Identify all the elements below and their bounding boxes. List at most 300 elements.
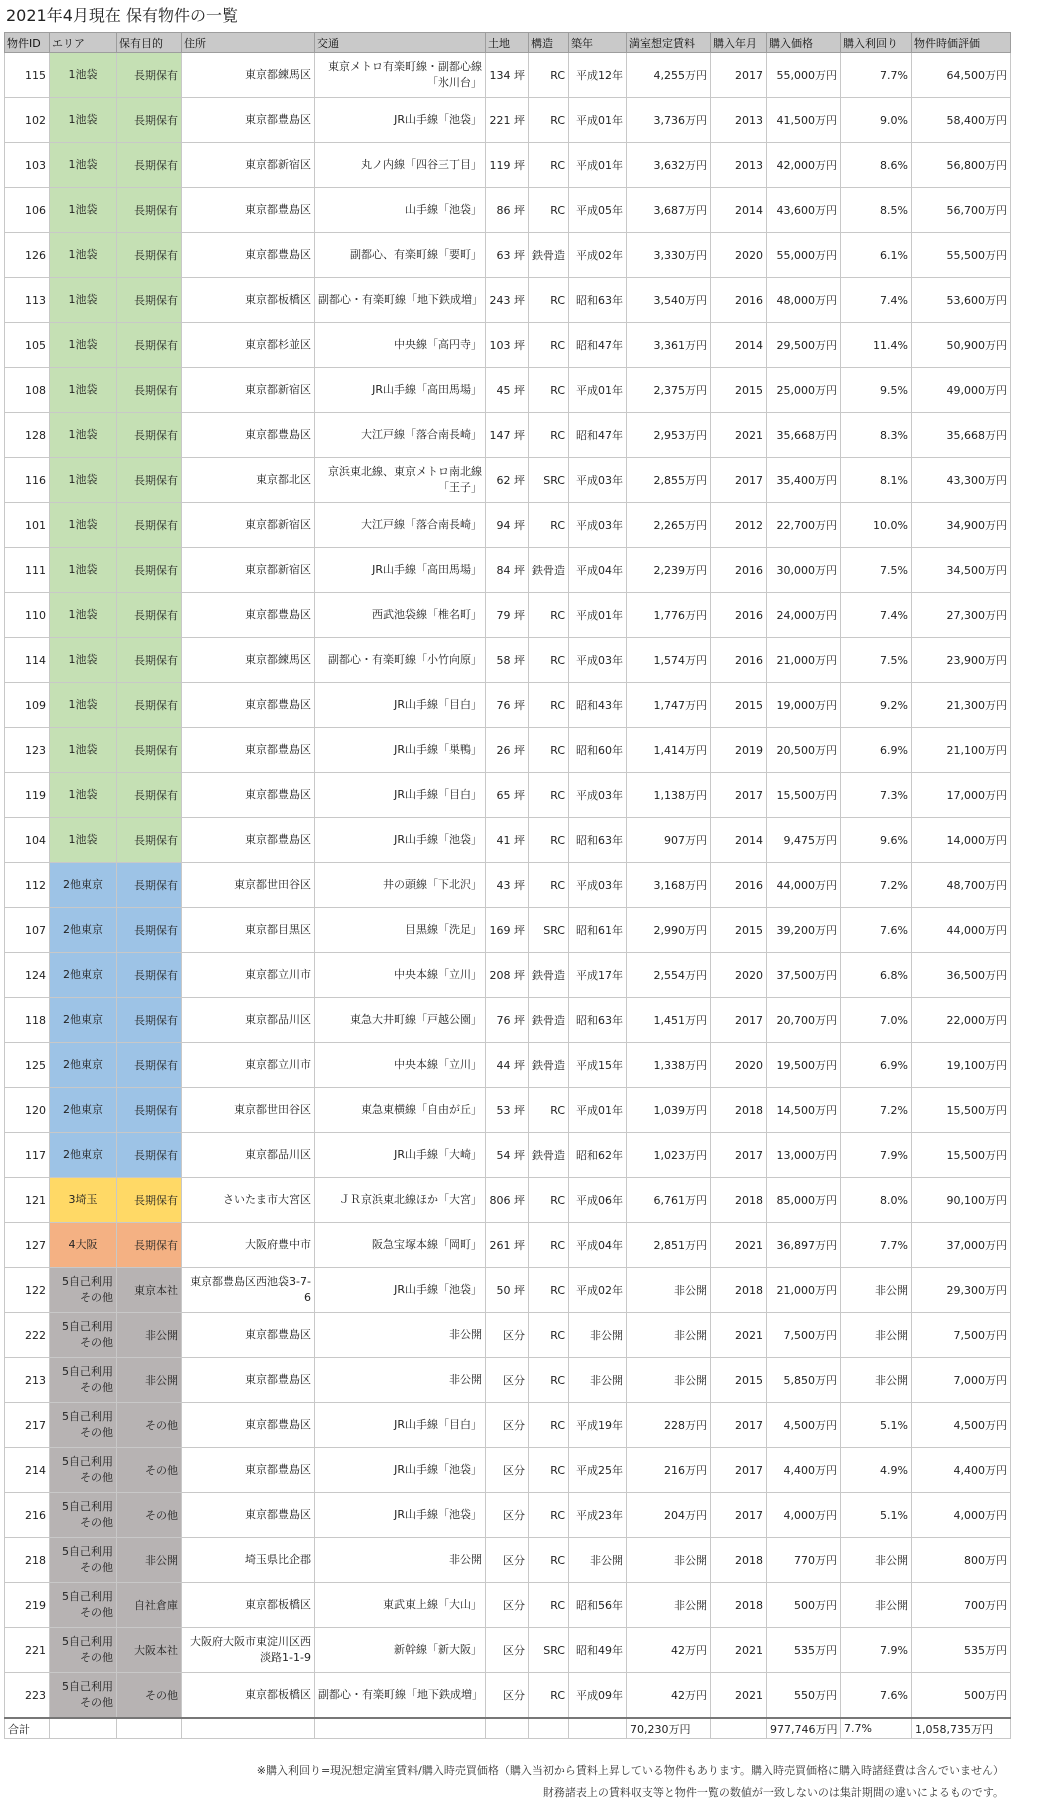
cell-structure[interactable]: SRC: [529, 1628, 569, 1673]
cell-area[interactable]: 2他東京: [50, 1043, 117, 1088]
cell-price[interactable]: 4,000万円: [767, 1493, 841, 1538]
cell-year[interactable]: 2014: [711, 818, 767, 863]
cell-price[interactable]: 39,200万円: [767, 908, 841, 953]
cell-structure[interactable]: RC: [529, 1493, 569, 1538]
cell-rent[interactable]: 非公開: [627, 1583, 711, 1628]
cell-purpose[interactable]: 東京本社: [117, 1268, 182, 1313]
total-rent-cell[interactable]: 70,230万円: [627, 1718, 711, 1739]
cell-purpose[interactable]: 長期保有: [117, 683, 182, 728]
cell-year[interactable]: 2021: [711, 413, 767, 458]
cell-value[interactable]: 90,100万円: [912, 1178, 1011, 1223]
cell-area[interactable]: 5自己利用その他: [50, 1583, 117, 1628]
cell-transit[interactable]: JR山手線「高田馬場」: [315, 548, 486, 593]
cell-price[interactable]: 15,500万円: [767, 773, 841, 818]
cell-property-id[interactable]: 117: [5, 1133, 50, 1178]
cell-property-id[interactable]: 104: [5, 818, 50, 863]
cell-rent[interactable]: 3,540万円: [627, 278, 711, 323]
cell-area[interactable]: 1池袋: [50, 278, 117, 323]
total-empty-cell[interactable]: [50, 1718, 117, 1739]
cell-structure[interactable]: RC: [529, 1313, 569, 1358]
cell-yield[interactable]: 非公開: [841, 1358, 912, 1403]
cell-value[interactable]: 14,000万円: [912, 818, 1011, 863]
cell-purpose[interactable]: 非公開: [117, 1358, 182, 1403]
cell-yield[interactable]: 7.4%: [841, 593, 912, 638]
cell-property-id[interactable]: 119: [5, 773, 50, 818]
cell-transit[interactable]: 副都心・有楽町線「地下鉄成増」: [315, 278, 486, 323]
cell-rent[interactable]: 2,953万円: [627, 413, 711, 458]
cell-rent[interactable]: 228万円: [627, 1403, 711, 1448]
cell-rent[interactable]: 1,138万円: [627, 773, 711, 818]
col-header-purpose[interactable]: 保有目的: [117, 33, 182, 53]
cell-built[interactable]: 昭和49年: [569, 1628, 627, 1673]
cell-purpose[interactable]: 長期保有: [117, 1043, 182, 1088]
cell-value[interactable]: 35,668万円: [912, 413, 1011, 458]
cell-price[interactable]: 20,700万円: [767, 998, 841, 1043]
cell-year[interactable]: 2017: [711, 998, 767, 1043]
cell-address[interactable]: 東京都杉並区: [182, 323, 315, 368]
cell-year[interactable]: 2017: [711, 1403, 767, 1448]
cell-built[interactable]: 平成01年: [569, 98, 627, 143]
cell-property-id[interactable]: 128: [5, 413, 50, 458]
cell-transit[interactable]: 東急東横線「自由が丘」: [315, 1088, 486, 1133]
cell-transit[interactable]: JR山手線「目白」: [315, 1403, 486, 1448]
total-empty-cell[interactable]: [529, 1718, 569, 1739]
cell-built[interactable]: 平成04年: [569, 1223, 627, 1268]
cell-yield[interactable]: 8.6%: [841, 143, 912, 188]
cell-transit[interactable]: 副都心、有楽町線「要町」: [315, 233, 486, 278]
cell-land[interactable]: 62 坪: [486, 458, 529, 503]
cell-transit[interactable]: JR山手線「目白」: [315, 773, 486, 818]
cell-year[interactable]: 2014: [711, 323, 767, 368]
cell-area[interactable]: 1池袋: [50, 503, 117, 548]
cell-area[interactable]: 2他東京: [50, 1133, 117, 1178]
cell-area[interactable]: 1池袋: [50, 233, 117, 278]
cell-land[interactable]: 44 坪: [486, 1043, 529, 1088]
cell-transit[interactable]: JR山手線「池袋」: [315, 1448, 486, 1493]
cell-built[interactable]: 平成04年: [569, 548, 627, 593]
cell-address[interactable]: 東京都品川区: [182, 998, 315, 1043]
cell-rent[interactable]: 204万円: [627, 1493, 711, 1538]
cell-yield[interactable]: 6.8%: [841, 953, 912, 998]
cell-address[interactable]: 東京都新宿区: [182, 368, 315, 413]
cell-rent[interactable]: 1,747万円: [627, 683, 711, 728]
cell-rent[interactable]: 3,361万円: [627, 323, 711, 368]
cell-year[interactable]: 2018: [711, 1088, 767, 1133]
cell-land[interactable]: 63 坪: [486, 233, 529, 278]
cell-yield[interactable]: 8.3%: [841, 413, 912, 458]
cell-area[interactable]: 5自己利用その他: [50, 1448, 117, 1493]
cell-built[interactable]: 平成15年: [569, 1043, 627, 1088]
cell-structure[interactable]: RC: [529, 1178, 569, 1223]
cell-purpose[interactable]: その他: [117, 1673, 182, 1719]
cell-structure[interactable]: 鉄骨造: [529, 1043, 569, 1088]
cell-year[interactable]: 2015: [711, 1358, 767, 1403]
cell-built[interactable]: 昭和60年: [569, 728, 627, 773]
cell-transit[interactable]: 東急大井町線「戸越公園」: [315, 998, 486, 1043]
cell-area[interactable]: 1池袋: [50, 458, 117, 503]
cell-area[interactable]: 1池袋: [50, 773, 117, 818]
col-header-area[interactable]: エリア: [50, 33, 117, 53]
cell-address[interactable]: 東京都豊島区: [182, 233, 315, 278]
cell-area[interactable]: 3埼玉: [50, 1178, 117, 1223]
cell-price[interactable]: 55,000万円: [767, 53, 841, 98]
cell-rent[interactable]: 1,414万円: [627, 728, 711, 773]
cell-structure[interactable]: RC: [529, 818, 569, 863]
cell-transit[interactable]: 大江戸線「落合南長崎」: [315, 413, 486, 458]
cell-address[interactable]: 東京都豊島区: [182, 1493, 315, 1538]
cell-address[interactable]: 東京都北区: [182, 458, 315, 503]
cell-price[interactable]: 13,000万円: [767, 1133, 841, 1178]
cell-transit[interactable]: JR山手線「巣鴨」: [315, 728, 486, 773]
cell-value[interactable]: 49,000万円: [912, 368, 1011, 413]
cell-price[interactable]: 37,500万円: [767, 953, 841, 998]
cell-area[interactable]: 1池袋: [50, 53, 117, 98]
cell-price[interactable]: 14,500万円: [767, 1088, 841, 1133]
cell-transit[interactable]: 副都心・有楽町線「地下鉄成増」: [315, 1673, 486, 1719]
cell-transit[interactable]: 大江戸線「落合南長崎」: [315, 503, 486, 548]
cell-built[interactable]: 非公開: [569, 1538, 627, 1583]
cell-built[interactable]: 平成03年: [569, 503, 627, 548]
cell-yield[interactable]: 非公開: [841, 1268, 912, 1313]
cell-price[interactable]: 85,000万円: [767, 1178, 841, 1223]
cell-structure[interactable]: RC: [529, 593, 569, 638]
cell-property-id[interactable]: 123: [5, 728, 50, 773]
cell-property-id[interactable]: 219: [5, 1583, 50, 1628]
cell-year[interactable]: 2012: [711, 503, 767, 548]
cell-price[interactable]: 550万円: [767, 1673, 841, 1719]
cell-rent[interactable]: 2,265万円: [627, 503, 711, 548]
cell-built[interactable]: 平成03年: [569, 863, 627, 908]
cell-structure[interactable]: RC: [529, 863, 569, 908]
cell-address[interactable]: 東京都豊島区: [182, 683, 315, 728]
cell-price[interactable]: 9,475万円: [767, 818, 841, 863]
cell-year[interactable]: 2013: [711, 143, 767, 188]
cell-yield[interactable]: 8.0%: [841, 1178, 912, 1223]
total-label[interactable]: 合計: [5, 1718, 50, 1739]
cell-value[interactable]: 58,400万円: [912, 98, 1011, 143]
cell-yield[interactable]: 4.9%: [841, 1448, 912, 1493]
cell-property-id[interactable]: 106: [5, 188, 50, 233]
cell-price[interactable]: 19,000万円: [767, 683, 841, 728]
cell-transit[interactable]: 目黒線「洗足」: [315, 908, 486, 953]
cell-year[interactable]: 2021: [711, 1313, 767, 1358]
cell-year[interactable]: 2018: [711, 1538, 767, 1583]
cell-land[interactable]: 45 坪: [486, 368, 529, 413]
cell-value[interactable]: 17,000万円: [912, 773, 1011, 818]
cell-rent[interactable]: 42万円: [627, 1673, 711, 1719]
cell-purpose[interactable]: 長期保有: [117, 908, 182, 953]
cell-rent[interactable]: 6,761万円: [627, 1178, 711, 1223]
cell-purpose[interactable]: 長期保有: [117, 323, 182, 368]
cell-price[interactable]: 35,400万円: [767, 458, 841, 503]
cell-address[interactable]: 大阪府豊中市: [182, 1223, 315, 1268]
cell-land[interactable]: 94 坪: [486, 503, 529, 548]
col-header-yield[interactable]: 購入利回り: [841, 33, 912, 53]
cell-yield[interactable]: 5.1%: [841, 1403, 912, 1448]
cell-land[interactable]: 65 坪: [486, 773, 529, 818]
cell-land[interactable]: 243 坪: [486, 278, 529, 323]
cell-price[interactable]: 7,500万円: [767, 1313, 841, 1358]
cell-year[interactable]: 2016: [711, 593, 767, 638]
cell-price[interactable]: 500万円: [767, 1583, 841, 1628]
cell-built[interactable]: 平成06年: [569, 1178, 627, 1223]
cell-address[interactable]: 東京都豊島区: [182, 593, 315, 638]
cell-area[interactable]: 1池袋: [50, 98, 117, 143]
cell-yield[interactable]: 9.2%: [841, 683, 912, 728]
cell-price[interactable]: 535万円: [767, 1628, 841, 1673]
cell-land[interactable]: 261 坪: [486, 1223, 529, 1268]
cell-purpose[interactable]: 長期保有: [117, 1223, 182, 1268]
cell-transit[interactable]: 東京メトロ有楽町線・副都心線「氷川台」: [315, 53, 486, 98]
cell-address[interactable]: 埼玉県比企郡: [182, 1538, 315, 1583]
cell-rent[interactable]: 1,039万円: [627, 1088, 711, 1133]
cell-area[interactable]: 1池袋: [50, 683, 117, 728]
cell-yield[interactable]: 9.6%: [841, 818, 912, 863]
cell-area[interactable]: 1池袋: [50, 323, 117, 368]
cell-value[interactable]: 56,800万円: [912, 143, 1011, 188]
cell-structure[interactable]: RC: [529, 98, 569, 143]
cell-area[interactable]: 5自己利用その他: [50, 1268, 117, 1313]
cell-property-id[interactable]: 121: [5, 1178, 50, 1223]
cell-year[interactable]: 2018: [711, 1268, 767, 1313]
cell-structure[interactable]: RC: [529, 1403, 569, 1448]
cell-area[interactable]: 1池袋: [50, 818, 117, 863]
cell-land[interactable]: 79 坪: [486, 593, 529, 638]
cell-structure[interactable]: RC: [529, 323, 569, 368]
cell-value[interactable]: 44,000万円: [912, 908, 1011, 953]
cell-value[interactable]: 43,300万円: [912, 458, 1011, 503]
cell-price[interactable]: 21,000万円: [767, 638, 841, 683]
cell-structure[interactable]: RC: [529, 1268, 569, 1313]
cell-value[interactable]: 55,500万円: [912, 233, 1011, 278]
cell-year[interactable]: 2021: [711, 1673, 767, 1719]
cell-address[interactable]: 東京都豊島区: [182, 773, 315, 818]
cell-land[interactable]: 86 坪: [486, 188, 529, 233]
cell-purpose[interactable]: 長期保有: [117, 818, 182, 863]
cell-structure[interactable]: 鉄骨造: [529, 1133, 569, 1178]
cell-yield[interactable]: 非公開: [841, 1313, 912, 1358]
cell-built[interactable]: 平成23年: [569, 1493, 627, 1538]
cell-structure[interactable]: 鉄骨造: [529, 953, 569, 998]
cell-structure[interactable]: RC: [529, 53, 569, 98]
col-header-land[interactable]: 土地: [486, 33, 529, 53]
total-yield-cell[interactable]: 7.7%: [841, 1718, 912, 1739]
cell-yield[interactable]: 10.0%: [841, 503, 912, 548]
cell-value[interactable]: 700万円: [912, 1583, 1011, 1628]
cell-value[interactable]: 500万円: [912, 1673, 1011, 1719]
cell-purpose[interactable]: 長期保有: [117, 998, 182, 1043]
cell-land[interactable]: 84 坪: [486, 548, 529, 593]
cell-property-id[interactable]: 107: [5, 908, 50, 953]
cell-purpose[interactable]: 長期保有: [117, 548, 182, 593]
cell-value[interactable]: 22,000万円: [912, 998, 1011, 1043]
cell-value[interactable]: 50,900万円: [912, 323, 1011, 368]
cell-land[interactable]: 147 坪: [486, 413, 529, 458]
cell-structure[interactable]: RC: [529, 773, 569, 818]
cell-value[interactable]: 56,700万円: [912, 188, 1011, 233]
cell-purpose[interactable]: 長期保有: [117, 368, 182, 413]
cell-year[interactable]: 2018: [711, 1583, 767, 1628]
cell-rent[interactable]: 3,330万円: [627, 233, 711, 278]
cell-land[interactable]: 103 坪: [486, 323, 529, 368]
cell-rent[interactable]: 2,990万円: [627, 908, 711, 953]
cell-property-id[interactable]: 217: [5, 1403, 50, 1448]
cell-year[interactable]: 2014: [711, 188, 767, 233]
cell-land[interactable]: 208 坪: [486, 953, 529, 998]
cell-property-id[interactable]: 124: [5, 953, 50, 998]
cell-area[interactable]: 4大阪: [50, 1223, 117, 1268]
cell-purpose[interactable]: 長期保有: [117, 1088, 182, 1133]
cell-yield[interactable]: 7.4%: [841, 278, 912, 323]
cell-address[interactable]: 東京都豊島区: [182, 1358, 315, 1403]
cell-address[interactable]: 東京都豊島区: [182, 1403, 315, 1448]
cell-yield[interactable]: 7.3%: [841, 773, 912, 818]
cell-rent[interactable]: 3,687万円: [627, 188, 711, 233]
cell-land[interactable]: 区分: [486, 1313, 529, 1358]
cell-area[interactable]: 5自己利用その他: [50, 1358, 117, 1403]
cell-area[interactable]: 1池袋: [50, 548, 117, 593]
cell-property-id[interactable]: 213: [5, 1358, 50, 1403]
cell-value[interactable]: 21,100万円: [912, 728, 1011, 773]
cell-transit[interactable]: 中央線「高円寺」: [315, 323, 486, 368]
cell-transit[interactable]: ＪＲ京浜東北線ほか「大宮」: [315, 1178, 486, 1223]
cell-area[interactable]: 2他東京: [50, 863, 117, 908]
cell-area[interactable]: 5自己利用その他: [50, 1403, 117, 1448]
cell-property-id[interactable]: 109: [5, 683, 50, 728]
cell-price[interactable]: 44,000万円: [767, 863, 841, 908]
col-header-id[interactable]: 物件ID: [5, 33, 50, 53]
cell-structure[interactable]: RC: [529, 1088, 569, 1133]
cell-price[interactable]: 21,000万円: [767, 1268, 841, 1313]
cell-transit[interactable]: 新幹線「新大阪」: [315, 1628, 486, 1673]
cell-address[interactable]: 東京都品川区: [182, 1133, 315, 1178]
cell-built[interactable]: 昭和47年: [569, 413, 627, 458]
cell-built[interactable]: 昭和43年: [569, 683, 627, 728]
cell-yield[interactable]: 7.2%: [841, 863, 912, 908]
total-empty-cell[interactable]: [117, 1718, 182, 1739]
col-header-value[interactable]: 物件時価評価: [912, 33, 1011, 53]
cell-address[interactable]: 東京都世田谷区: [182, 1088, 315, 1133]
cell-value[interactable]: 64,500万円: [912, 53, 1011, 98]
cell-address[interactable]: 東京都練馬区: [182, 53, 315, 98]
cell-property-id[interactable]: 221: [5, 1628, 50, 1673]
cell-built[interactable]: 平成12年: [569, 53, 627, 98]
cell-rent[interactable]: 2,855万円: [627, 458, 711, 503]
cell-price[interactable]: 48,000万円: [767, 278, 841, 323]
cell-purpose[interactable]: 長期保有: [117, 728, 182, 773]
cell-purpose[interactable]: 長期保有: [117, 413, 182, 458]
cell-structure[interactable]: RC: [529, 638, 569, 683]
cell-land[interactable]: 169 坪: [486, 908, 529, 953]
cell-price[interactable]: 30,000万円: [767, 548, 841, 593]
cell-area[interactable]: 1池袋: [50, 368, 117, 413]
cell-transit[interactable]: 中央本線「立川」: [315, 953, 486, 998]
cell-property-id[interactable]: 214: [5, 1448, 50, 1493]
cell-value[interactable]: 535万円: [912, 1628, 1011, 1673]
cell-value[interactable]: 23,900万円: [912, 638, 1011, 683]
cell-value[interactable]: 34,500万円: [912, 548, 1011, 593]
cell-structure[interactable]: 鉄骨造: [529, 233, 569, 278]
cell-address[interactable]: 東京都豊島区: [182, 1313, 315, 1358]
cell-property-id[interactable]: 122: [5, 1268, 50, 1313]
cell-built[interactable]: 平成01年: [569, 593, 627, 638]
cell-structure[interactable]: RC: [529, 188, 569, 233]
cell-built[interactable]: 平成02年: [569, 233, 627, 278]
cell-price[interactable]: 22,700万円: [767, 503, 841, 548]
cell-yield[interactable]: 6.9%: [841, 1043, 912, 1088]
cell-land[interactable]: 区分: [486, 1493, 529, 1538]
cell-yield[interactable]: 6.1%: [841, 233, 912, 278]
cell-address[interactable]: 東京都豊島区: [182, 188, 315, 233]
cell-transit[interactable]: 非公開: [315, 1358, 486, 1403]
cell-transit[interactable]: JR山手線「池袋」: [315, 818, 486, 863]
cell-transit[interactable]: JR山手線「池袋」: [315, 1268, 486, 1313]
cell-yield[interactable]: 5.1%: [841, 1493, 912, 1538]
cell-address[interactable]: 東京都豊島区: [182, 728, 315, 773]
cell-transit[interactable]: 丸ノ内線「四谷三丁目」: [315, 143, 486, 188]
cell-purpose[interactable]: 非公開: [117, 1313, 182, 1358]
cell-year[interactable]: 2017: [711, 1133, 767, 1178]
cell-area[interactable]: 5自己利用その他: [50, 1628, 117, 1673]
cell-property-id[interactable]: 114: [5, 638, 50, 683]
cell-rent[interactable]: 非公開: [627, 1313, 711, 1358]
cell-transit[interactable]: 京浜東北線、東京メトロ南北線「王子」: [315, 458, 486, 503]
cell-year[interactable]: 2020: [711, 233, 767, 278]
cell-purpose[interactable]: 長期保有: [117, 53, 182, 98]
cell-structure[interactable]: 鉄骨造: [529, 548, 569, 593]
cell-built[interactable]: 平成02年: [569, 1268, 627, 1313]
cell-land[interactable]: 41 坪: [486, 818, 529, 863]
cell-purpose[interactable]: 大阪本社: [117, 1628, 182, 1673]
cell-land[interactable]: 76 坪: [486, 683, 529, 728]
cell-rent[interactable]: 42万円: [627, 1628, 711, 1673]
cell-land[interactable]: 区分: [486, 1448, 529, 1493]
cell-address[interactable]: 東京都立川市: [182, 953, 315, 998]
cell-year[interactable]: 2020: [711, 953, 767, 998]
cell-value[interactable]: 34,900万円: [912, 503, 1011, 548]
cell-built[interactable]: 平成03年: [569, 638, 627, 683]
cell-land[interactable]: 区分: [486, 1358, 529, 1403]
cell-property-id[interactable]: 113: [5, 278, 50, 323]
cell-built[interactable]: 平成01年: [569, 1088, 627, 1133]
cell-transit[interactable]: 非公開: [315, 1313, 486, 1358]
cell-address[interactable]: 東京都板橋区: [182, 278, 315, 323]
cell-purpose[interactable]: 長期保有: [117, 98, 182, 143]
cell-rent[interactable]: 3,168万円: [627, 863, 711, 908]
cell-property-id[interactable]: 112: [5, 863, 50, 908]
cell-purpose[interactable]: 長期保有: [117, 863, 182, 908]
cell-property-id[interactable]: 218: [5, 1538, 50, 1583]
cell-year[interactable]: 2016: [711, 863, 767, 908]
cell-value[interactable]: 27,300万円: [912, 593, 1011, 638]
cell-structure[interactable]: SRC: [529, 458, 569, 503]
cell-yield[interactable]: 7.0%: [841, 998, 912, 1043]
cell-address[interactable]: 東京都新宿区: [182, 503, 315, 548]
cell-purpose[interactable]: 非公開: [117, 1538, 182, 1583]
cell-transit[interactable]: JR山手線「大崎」: [315, 1133, 486, 1178]
cell-year[interactable]: 2015: [711, 368, 767, 413]
cell-value[interactable]: 29,300万円: [912, 1268, 1011, 1313]
cell-yield[interactable]: 7.2%: [841, 1088, 912, 1133]
cell-purpose[interactable]: 長期保有: [117, 278, 182, 323]
cell-year[interactable]: 2018: [711, 1178, 767, 1223]
cell-transit[interactable]: JR山手線「池袋」: [315, 1493, 486, 1538]
cell-built[interactable]: 平成19年: [569, 1403, 627, 1448]
cell-structure[interactable]: RC: [529, 503, 569, 548]
cell-year[interactable]: 2021: [711, 1628, 767, 1673]
cell-structure[interactable]: RC: [529, 683, 569, 728]
cell-area[interactable]: 1池袋: [50, 728, 117, 773]
